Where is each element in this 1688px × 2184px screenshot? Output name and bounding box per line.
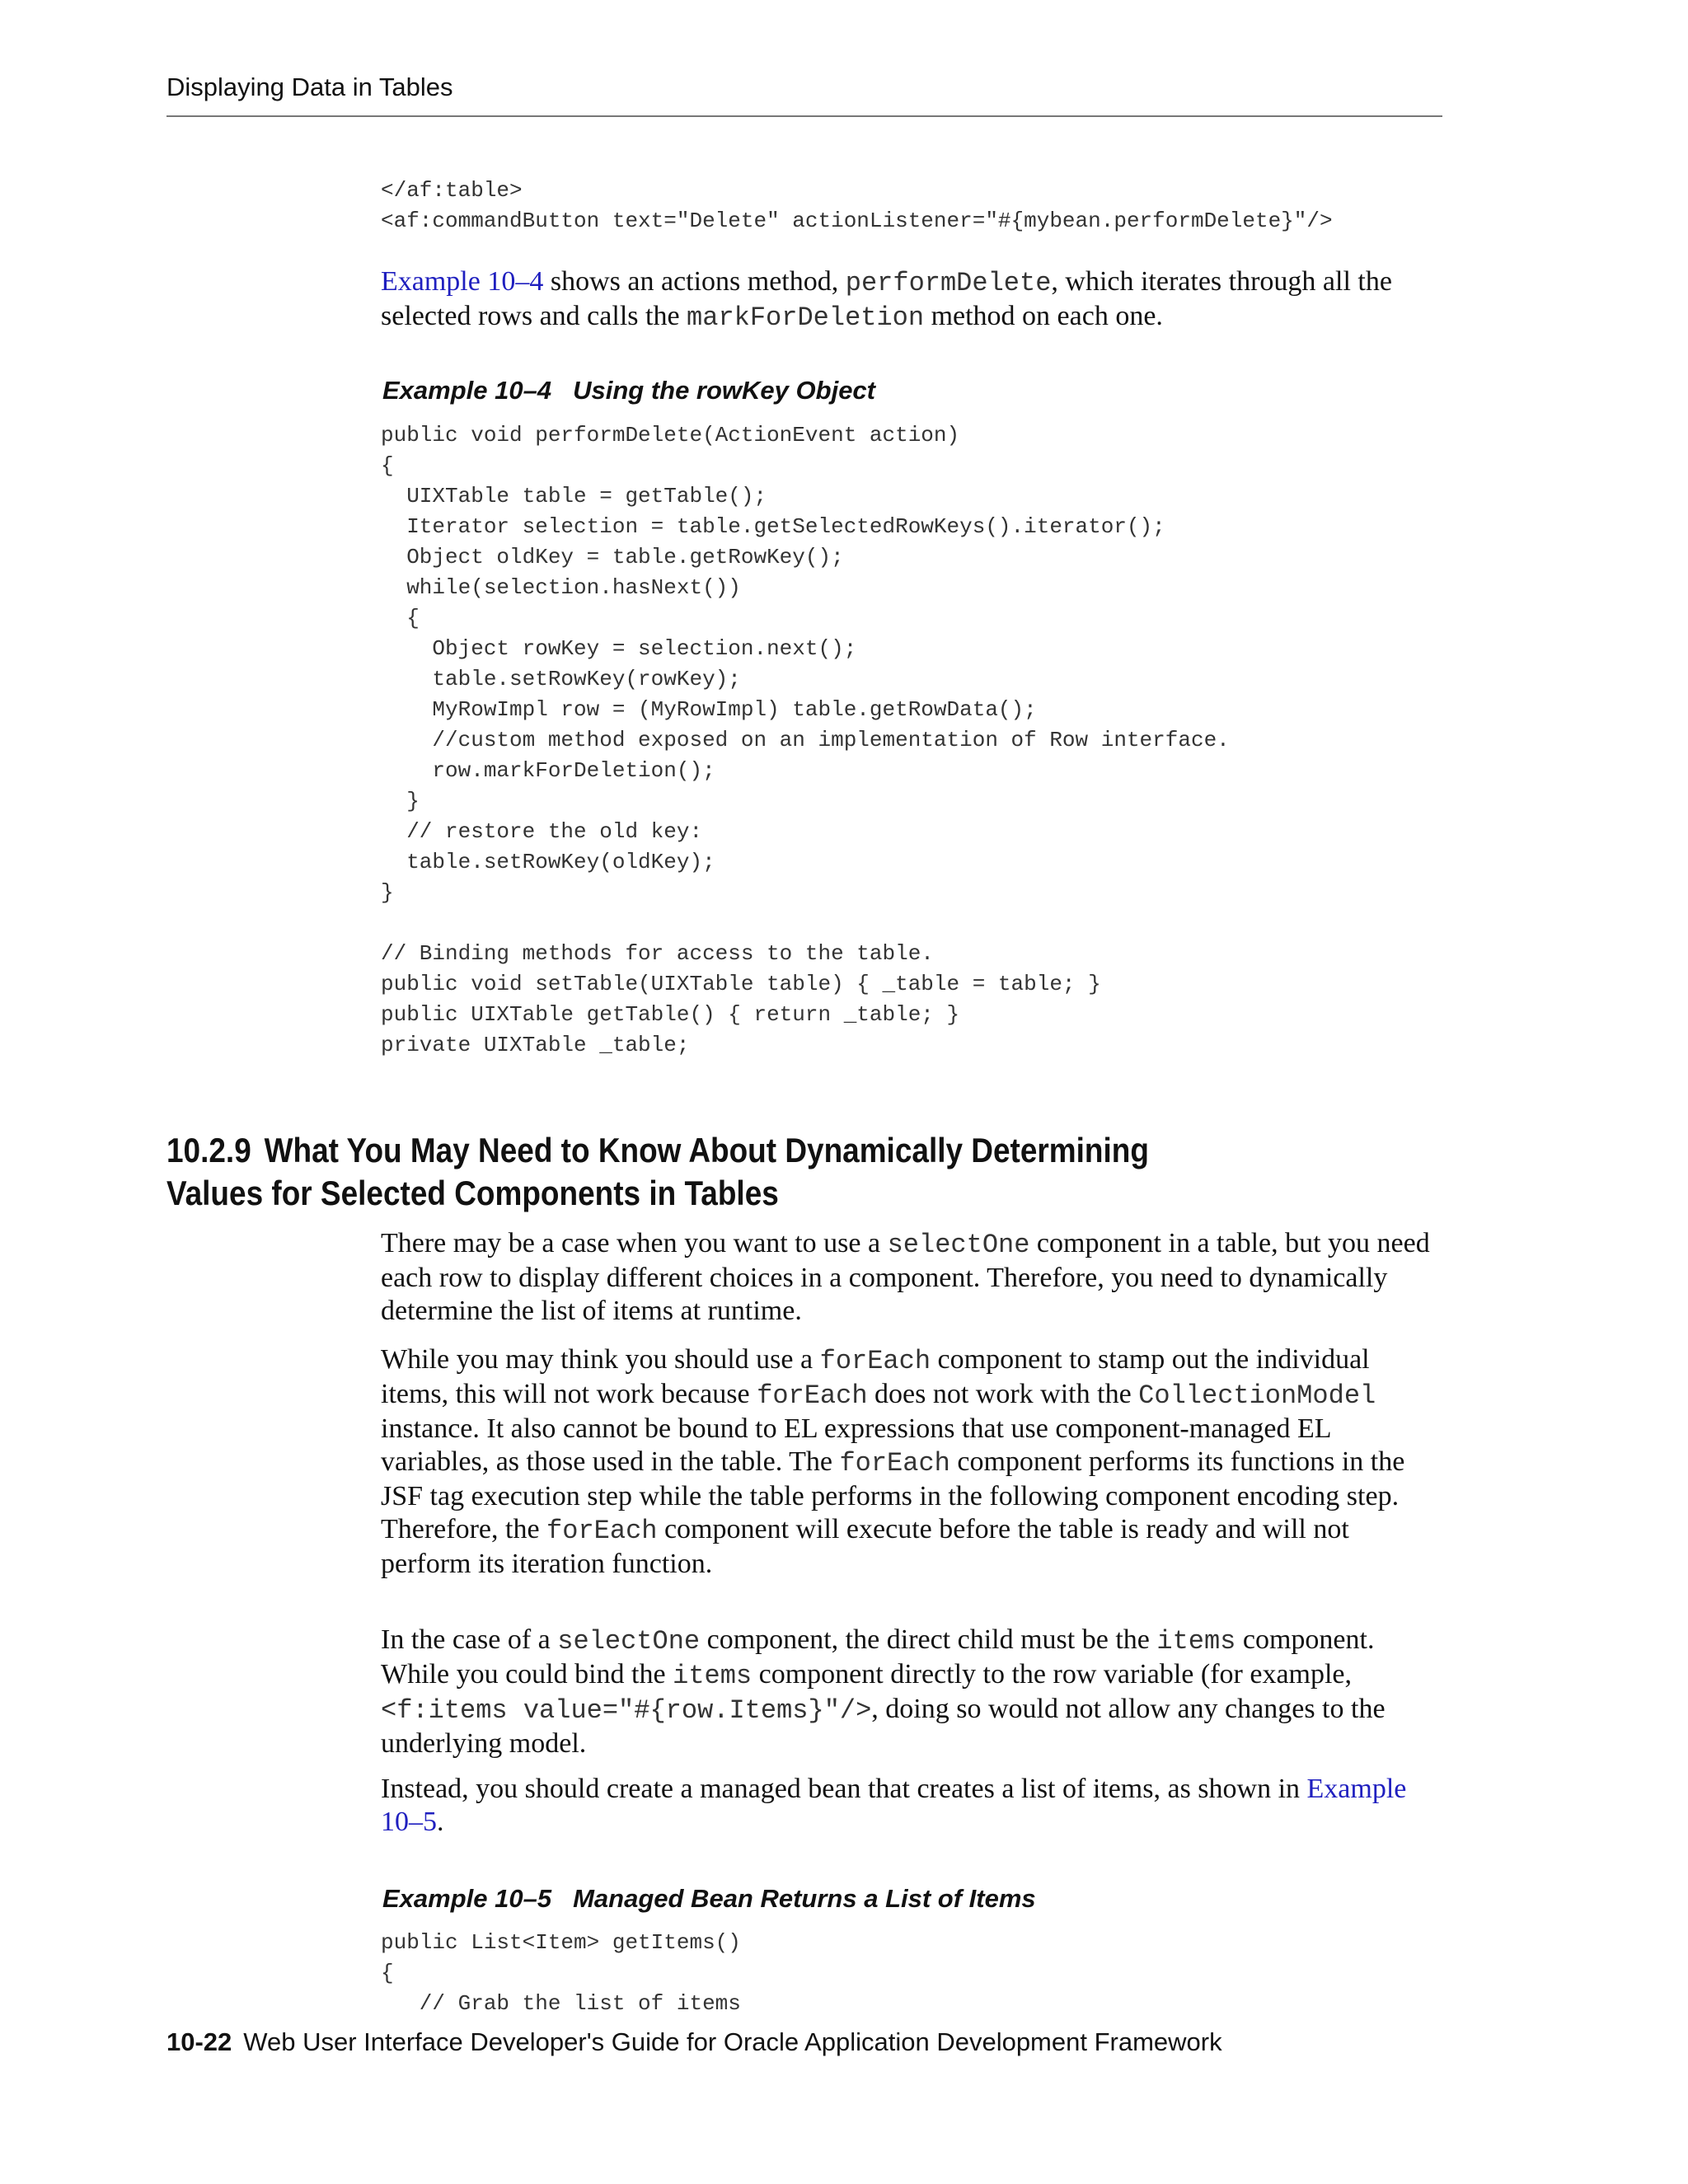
example-title: Using the rowKey Object xyxy=(573,376,875,405)
page-number: 10-22 xyxy=(166,2027,232,2056)
paragraph-2: While you may think you should use a forEach component to stamp out the individual items, this will not work because forEach does not work with the CollectionModel instance. It also cannot be bound to EL expressions that use component-managed EL variables, as those used in the table. The forEach component performs its functions in the JSF tag execution step while the table performs in the following component encoding step. Therefore, the forEach component will execute before the table is ready and will not perform its iteration function. xyxy=(381,1344,1405,1579)
example-10-4-link[interactable]: Example 10–4 xyxy=(381,266,544,297)
section-title: What You May Need to Know About Dynamically Determining Values for Selected Components in Tables xyxy=(166,1131,1149,1212)
paragraph-1: There may be a case when you want to use a selectOne component in a table, but you need each row to display different choices in a component. Therefore, you need to dynamically determine the list of items at runtime. xyxy=(381,1228,1430,1326)
code-block-top: </af:table> <af:commandButton text="Delete" actionListener="#{mybean.performDelete}"/> xyxy=(381,178,1333,233)
paragraph-3: In the case of a selectOne component, the direct child must be the items component. While you could bind the items component directly to the row variable (for example, <f:items value="#{row.Items}"/>, doing so would not allow any changes to the underlying model. xyxy=(381,1624,1386,1759)
page-footer xyxy=(166,2027,1222,2057)
example-title: Managed Bean Returns a List of Items xyxy=(573,1884,1036,1913)
example-label: Example 10–5 xyxy=(382,1884,552,1913)
paragraph-4: Instead, you should create a managed bean that creates a list of items, as shown in Example 10–5. xyxy=(381,1774,1407,1837)
example-10-5-link[interactable]: Example 10–5 xyxy=(381,1774,1407,1837)
header-rule xyxy=(166,115,1442,117)
code-block-example-10-5: public List<Item> getItems() { // Grab the list of items xyxy=(381,1930,741,2016)
book-title: Web User Interface Developer's Guide for Oracle Application Development Framework xyxy=(243,2027,1222,2056)
section-heading xyxy=(166,1129,1218,1215)
example-10-4-caption xyxy=(382,376,875,405)
running-header: Displaying Data in Tables xyxy=(166,73,453,101)
section-number: 10.2.9 xyxy=(166,1131,251,1169)
intro-paragraph: Example 10–4 shows an actions method, performDelete, which iterates through all the selected rows and calls the markForDeletion method on each one. xyxy=(381,266,1392,333)
example-10-5-caption xyxy=(382,1884,1036,1914)
example-label: Example 10–4 xyxy=(382,376,552,405)
code-block-example-10-4: public void performDelete(ActionEvent action) { UIXTable table = getTable(); Iterator selection = table.getSelectedRowKeys().iterator(); Object oldKey = table.getRowKey(); while(selection.hasNext()) { Object rowKey = selection.next(); table.setRowKey(rowKey); MyRowImpl row = (MyRowImpl) table.getRowData(); //custom method exposed on an implementation of Row interface. row.markForDeletion(); } // restore the old key: table.setRowKey(oldKey); } // Binding methods for access to the table. public void setTable(UIXTable table) { _table = table; } public UIXTable getTable() { return _table; } private UIXTable _table; xyxy=(381,423,1230,1057)
